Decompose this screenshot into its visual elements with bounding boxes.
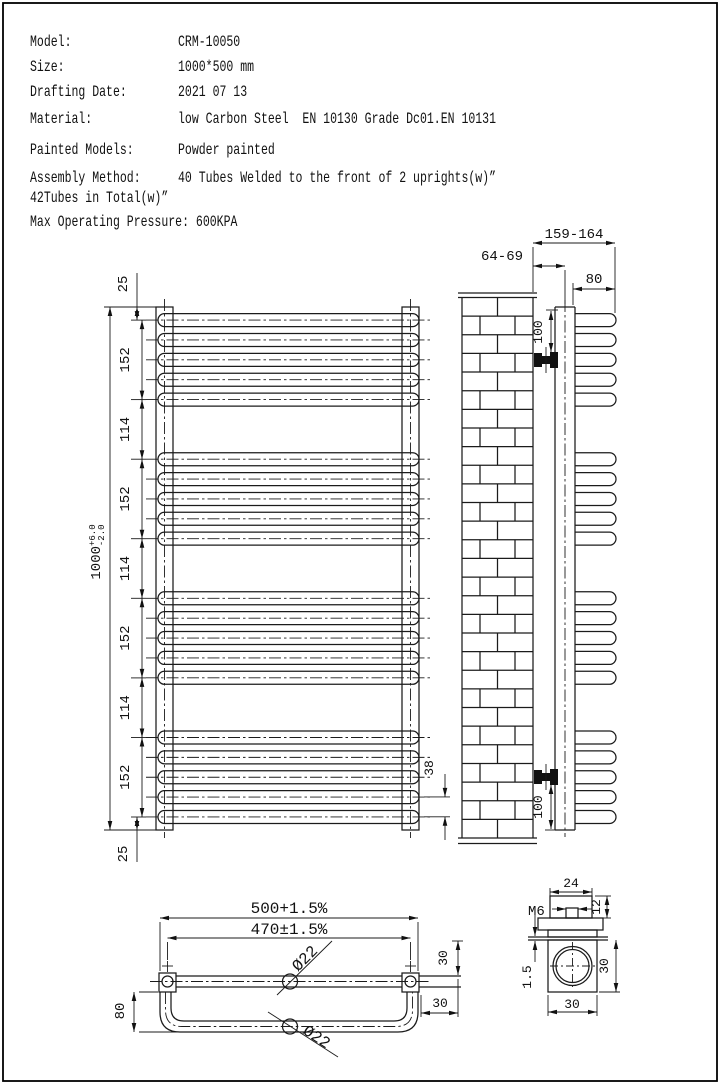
arrowhead <box>443 788 448 797</box>
arrowhead <box>605 896 610 905</box>
arrowhead <box>108 821 113 830</box>
arrowhead <box>168 936 177 941</box>
spec-label-date: Drafting Date: <box>30 83 127 101</box>
spec-max-pressure: Max Operating Pressure: 600KPA <box>30 213 238 231</box>
arrowhead <box>533 927 538 936</box>
dim-label: M6 <box>528 904 545 920</box>
dim-label: Ø22 <box>288 942 322 976</box>
side-tube-end <box>575 473 616 486</box>
side-tube-end <box>575 492 616 505</box>
spec-label-size: Size: <box>30 58 65 76</box>
side-tube-end <box>575 771 616 784</box>
arrowhead <box>614 940 619 949</box>
arrowhead <box>140 589 145 598</box>
side-tube-end <box>575 353 616 366</box>
dim-label: 100 <box>531 795 546 819</box>
dim-label: 500+1.5% <box>250 900 328 918</box>
arrowhead <box>588 1010 597 1015</box>
side-tube-end <box>575 373 616 386</box>
dim-label: 1.5 <box>520 965 535 989</box>
spec-value-date: 2021 07 13 <box>178 83 248 101</box>
side-tube-end <box>575 731 616 744</box>
arrowhead <box>549 785 554 794</box>
arrowhead <box>456 966 461 975</box>
arrowhead <box>533 941 538 950</box>
arrowhead <box>140 598 145 607</box>
side-tube-end <box>575 393 616 406</box>
spec-assembly-line2: 42Tubes in Total(w)” <box>30 189 169 207</box>
dim-label: 159-164 <box>544 227 604 243</box>
arrowhead <box>409 916 418 921</box>
arrowhead <box>549 820 554 829</box>
dim-label: 470±1.5% <box>250 921 328 939</box>
dim-label: 25 <box>116 845 132 863</box>
side-tube-end <box>575 791 616 804</box>
dim-label: 24 <box>563 876 579 891</box>
side-tube-end <box>575 810 616 823</box>
arrowhead <box>140 320 145 329</box>
spec-value-size: 1000*500 mm <box>178 58 255 76</box>
arrowhead <box>132 992 137 1001</box>
arrowhead <box>132 1023 137 1032</box>
arrowhead <box>140 450 145 459</box>
side-tube-end <box>575 751 616 764</box>
side-tube-end <box>575 671 616 684</box>
dim-label: 152 <box>118 764 134 790</box>
arrowhead <box>556 264 565 269</box>
arrowhead <box>140 539 145 548</box>
detail-m6-boss <box>550 896 592 918</box>
side-tube-end <box>575 314 616 327</box>
dim-label: 30 <box>436 950 451 966</box>
bracket-wall-plate <box>534 353 542 367</box>
side-tube-end <box>575 453 616 466</box>
arrowhead <box>140 729 145 738</box>
arrowhead <box>140 669 145 678</box>
arrowhead <box>606 287 615 292</box>
spec-value-model: CRM-10050 <box>178 33 241 51</box>
detail-collar <box>538 918 603 930</box>
detail-step <box>548 930 597 937</box>
bracket-clamp <box>550 352 558 368</box>
arrowhead <box>456 941 461 950</box>
arrowhead <box>550 890 559 895</box>
arrowhead <box>605 909 610 918</box>
arrowhead <box>548 1010 557 1015</box>
detail-m6-hole <box>566 908 578 918</box>
dim-label: 114 <box>118 416 134 443</box>
arrowhead <box>140 738 145 747</box>
dim-label: 38 <box>422 760 437 776</box>
dim-label: 114 <box>118 695 134 721</box>
arrowhead <box>402 936 411 941</box>
arrowhead <box>140 400 145 409</box>
side-tube-end <box>575 512 616 525</box>
arrowhead <box>583 890 592 895</box>
spec-value-painted: Powder painted <box>178 141 275 159</box>
side-tube-end <box>575 592 616 605</box>
arrowhead <box>421 1011 430 1016</box>
bracket-clamp <box>550 769 558 785</box>
dim-label: 100 <box>531 320 546 344</box>
arrowhead <box>614 983 619 992</box>
arrowhead <box>573 287 582 292</box>
arrowhead <box>108 307 113 316</box>
dim-label: 152 <box>118 625 134 651</box>
spec-label-model: Model: <box>30 33 72 51</box>
arrowhead <box>533 241 542 246</box>
side-tube-end <box>575 612 616 625</box>
arrowhead <box>449 1011 458 1016</box>
arrowhead <box>533 264 542 269</box>
dim-label: 30 <box>432 996 448 1011</box>
side-tube-end <box>575 333 616 346</box>
dim-label: 25 <box>116 275 132 293</box>
spec-label-assembly: Assembly Method: <box>30 169 141 187</box>
arrowhead <box>140 530 145 539</box>
dim-label: 152 <box>118 486 134 512</box>
dim-label: Ø22 <box>299 1022 334 1053</box>
arrowhead <box>549 343 554 352</box>
arrowhead <box>140 808 145 817</box>
dim-label: 30 <box>597 958 612 974</box>
spec-value-assembly: 40 Tubes Welded to the front of 2 uprights(w)” <box>178 169 497 187</box>
arrowhead <box>140 391 145 400</box>
spec-label-painted: Painted Models: <box>30 141 134 159</box>
arrowhead <box>578 907 587 912</box>
side-tube-end <box>575 632 616 645</box>
dim-label: 80 <box>113 1002 129 1020</box>
bracket-wall-plate <box>534 770 542 784</box>
dim-label: 64-69 <box>480 249 524 265</box>
spec-value-material: low Carbon Steel EN 10130 Grade Dc01.EN 10131 <box>178 110 497 128</box>
dim-label: 30 <box>564 997 580 1012</box>
dim-label: 114 <box>118 555 134 582</box>
arrowhead <box>160 916 169 921</box>
arrowhead <box>557 907 566 912</box>
dim-label: 152 <box>118 347 134 373</box>
dim-label: 12 <box>589 899 604 915</box>
arrowhead <box>140 678 145 687</box>
dim-label-overall-height: $1000^{+6.0}-2.0$ <box>88 524 107 580</box>
dim-label: 80 <box>585 272 603 288</box>
arrowhead <box>606 241 615 246</box>
arrowhead <box>140 459 145 468</box>
arrowhead <box>549 311 554 320</box>
spec-label-material: Material: <box>30 110 93 128</box>
plan-front-tube-inner <box>171 992 407 1021</box>
side-tube-end <box>575 532 616 545</box>
side-tube-end <box>575 651 616 664</box>
arrowhead <box>443 817 448 826</box>
